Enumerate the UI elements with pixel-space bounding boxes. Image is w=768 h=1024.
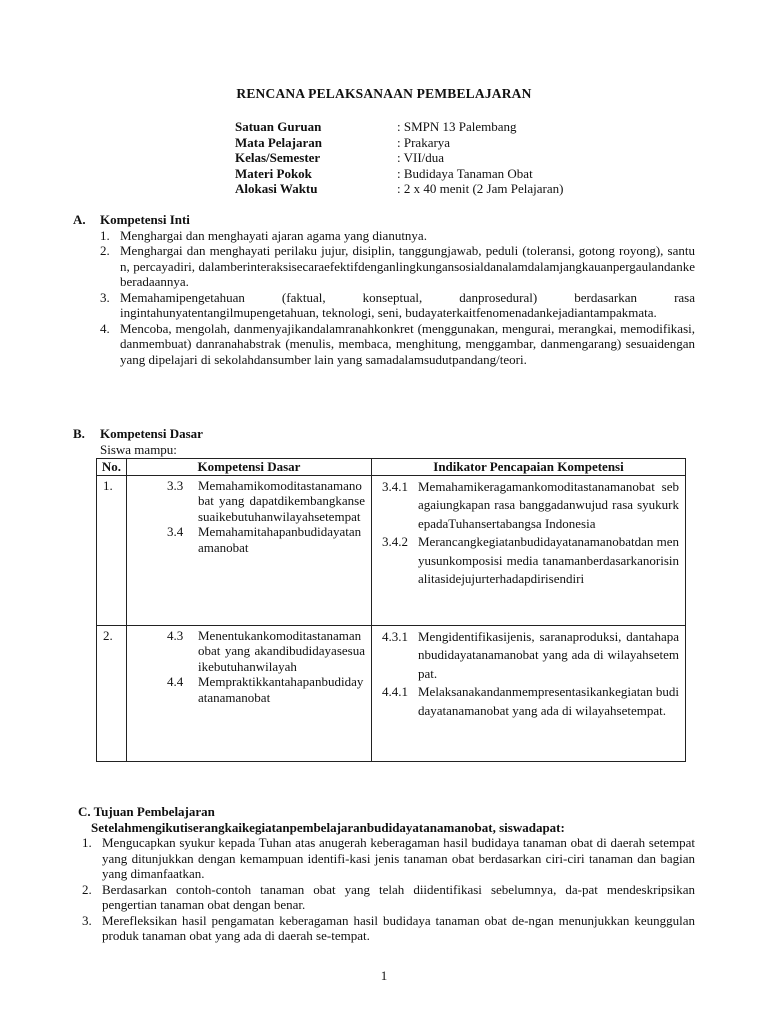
- identity-label: Kelas/Semester: [235, 150, 321, 165]
- cell-ipk: [372, 475, 686, 625]
- list-item: [82, 913, 695, 944]
- list-item: [100, 243, 695, 290]
- header-no: No.: [97, 459, 127, 476]
- identity-row-topic: [235, 166, 655, 182]
- section-kompetensi-dasar: [73, 426, 695, 457]
- table-row: [97, 625, 686, 761]
- ipk-code: 4.4.1: [382, 684, 408, 699]
- list-text: Menghargai dan menghayati ajaran agama yang dianutnya.: [120, 227, 427, 243]
- identity-value: : Budidaya Tanaman Obat: [397, 165, 533, 181]
- cell-no: 1.: [97, 475, 127, 625]
- section-title: Kompetensi Inti: [100, 212, 190, 227]
- list-item: [82, 835, 695, 882]
- ipk-text: Melaksanakandanmempresentasikankegiatan budidayatanamanobat yang ada di wilayahsetempat.: [418, 684, 679, 718]
- list-text: Mengucapkan syukur kepada Tuhan atas anugerah keberagaman hasil budidaya tanaman obat di daerah setempat yang ditunjukkan dengan kemampuan identifi-kasi jenis tanaman obat berdasarkan ciri-ciri tanaman dan bagian yang dimanfaatkan.: [102, 835, 695, 881]
- list-number: 3.: [100, 289, 110, 305]
- kd-text: Memahamikomoditastanamanobat yang dapatdikembangkansesuaikebutuhanwilayahsetempat: [198, 477, 365, 524]
- tujuan-list: [82, 835, 695, 944]
- identity-value: : 2 x 40 menit (2 Jam Pelajaran): [397, 181, 564, 196]
- ipk-item: [382, 533, 679, 589]
- section-heading: [73, 212, 695, 228]
- cell-ipk: [372, 625, 686, 761]
- page-title: RENCANA PELAKSANAAN PEMBELAJARAN: [236, 86, 532, 101]
- identity-value: : VII/dua: [397, 150, 445, 165]
- kd-item: [167, 478, 365, 525]
- identity-label: Mata Pelajaran: [235, 134, 323, 150]
- identity-row-subject: [235, 135, 655, 151]
- identity-block: [235, 119, 655, 197]
- ki-list: [100, 228, 695, 368]
- cell-kd: [127, 625, 372, 761]
- kd-text: Memahamitahapanbudidayatanamanobat: [198, 524, 362, 555]
- header-ipk: Indikator Pencapaian Kompetensi: [372, 459, 686, 476]
- kd-text: Menentukankomoditastanamanobat yang akandibudidayasesuaikebutuhanwilayah: [198, 627, 365, 674]
- kd-code: 4.4: [167, 674, 184, 689]
- page-number: 1: [380, 968, 388, 983]
- cell-no: 2.: [97, 625, 127, 761]
- section-subtitle: Setelahmengikutiserangkaikegiatanpembelajaranbudidayatanamanobat, siswadapat:: [91, 819, 565, 835]
- list-number: 2.: [100, 243, 110, 258]
- section-letter: B.: [73, 426, 85, 441]
- identity-value: : SMPN 13 Palembang: [397, 119, 517, 134]
- list-number: 2.: [82, 881, 92, 897]
- section-title: Kompetensi Dasar: [100, 426, 203, 441]
- kd-code: 3.3: [167, 477, 184, 493]
- identity-row-class: [235, 150, 655, 166]
- header-kd: Kompetensi Dasar: [127, 459, 372, 476]
- list-number: 1.: [100, 227, 110, 243]
- table-header-row: [97, 459, 686, 476]
- ipk-code: 3.4.2: [382, 534, 408, 549]
- ipk-item: [382, 683, 679, 720]
- kd-code: 3.4: [167, 524, 184, 539]
- identity-row-time: [235, 181, 655, 197]
- list-text: Berdasarkan contoh-contoh tanaman obat yang telah diidentifikasi sebelumnya, da-pat mendeskripsikan pengertian tanaman obat dengan benar.: [102, 881, 695, 912]
- section-intro: Siswa mampu:: [100, 441, 177, 457]
- list-item: [100, 290, 695, 321]
- list-text: Menghargai dan menghayati perilaku jujur, disiplin, tanggungjawab, peduli (toleransi, gotong royong), santun, percayadiri, dalamberinteraksisecaraefektifdenganlingkungansosialdanalamdalamjangkauanpergaulandankeberadaannya.: [120, 243, 695, 289]
- ipk-item: [382, 478, 679, 534]
- identity-label: Materi Pokok: [235, 165, 312, 181]
- section-heading: [73, 426, 695, 442]
- section-title: C. Tujuan Pembelajaran: [78, 804, 215, 819]
- list-number: 3.: [82, 912, 92, 928]
- list-item: [82, 882, 695, 913]
- list-text: Merefleksikan hasil pengamatan keberagaman hasil budidaya tanaman obat de-ngan menunjukkan keunggulan produk tanaman obat yang ada di daerah se-tempat.: [102, 912, 695, 943]
- list-item: [100, 321, 695, 368]
- kd-item: [167, 674, 365, 705]
- kompetensi-table: [96, 458, 686, 762]
- identity-label: Alokasi Waktu: [235, 181, 318, 196]
- list-text: Mencoba, mengolah, danmenyajikandalamranahkonkret (menggunakan, mengurai, merangkai, memodifikasi, danmembuat) danranahabstrak (menulis, membaca, menghitung, menggambar, danmengarang) sesuaidengan yang dipelajari di sekolahdansumber lain yang samadalamsudutpandang/teori.: [120, 320, 695, 367]
- cell-kd: [127, 475, 372, 625]
- list-number: 4.: [100, 320, 110, 336]
- table-row: [97, 475, 686, 625]
- kd-text: Mempraktikkantahapanbudidayatanamanobat: [198, 674, 364, 705]
- kd-code: 4.3: [167, 627, 184, 643]
- ipk-code: 4.3.1: [382, 628, 408, 644]
- list-item: [100, 228, 695, 244]
- kd-item: [167, 628, 365, 675]
- list-number: 1.: [82, 835, 92, 850]
- section-letter: A.: [73, 212, 86, 227]
- section-tujuan-pembelajaran: [78, 804, 695, 944]
- kd-item: [167, 524, 365, 555]
- identity-row-school: [235, 119, 655, 135]
- ipk-text: Mengidentifikasijenis, saranaproduksi, dantahapanbudidayatanamanobat yang ada di wilayahsetempat.: [418, 628, 679, 681]
- identity-label: Satuan Guruan: [235, 119, 322, 134]
- ipk-item: [382, 628, 679, 684]
- ipk-code: 3.4.1: [382, 478, 408, 494]
- ipk-text: Merancangkegiatanbudidayatanamanobatdan menyusunkomposisi media tanamanberdasarkanorisinalitasidejujurterhadapdirisendiri: [418, 534, 679, 586]
- identity-value: : Prakarya: [397, 134, 451, 150]
- list-text: Memahamipengetahuan (faktual, konseptual, danprosedural) berdasarkan rasa ingintahunyatentangilmupengetahuan, teknologi, seni, budayaterkaitfenomenadankejadiantampakmata.: [120, 289, 695, 320]
- ipk-text: Memahamikeragamankomoditastanamanobat sebagaiungkapan rasa banggadanwujud rasa syukurkepadaTuhansertabangsa Indonesia: [418, 478, 679, 531]
- section-kompetensi-inti: [73, 212, 695, 367]
